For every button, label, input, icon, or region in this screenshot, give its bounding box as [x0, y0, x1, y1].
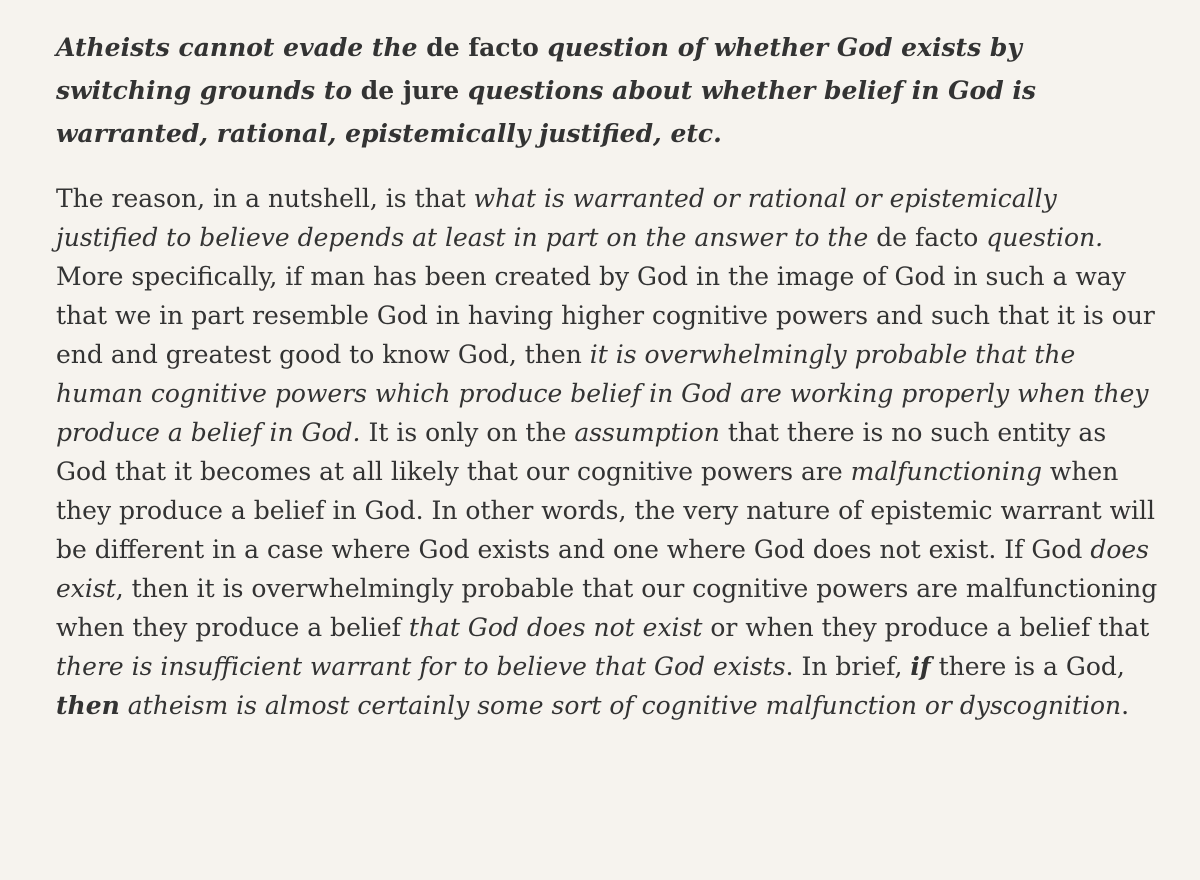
body-italic-22: atheism is almost certainly some sort of cognitive malfunction or dyscognition: [127, 691, 1122, 720]
body-text-07: It is only on the: [360, 418, 575, 447]
body-italic-assumption: assumption: [574, 418, 720, 447]
body-text-13: , then it is overwhelmingly probable that our cognitive powers are malfunctioning when they produce a belief: [56, 574, 1158, 642]
article: [56, 26, 1160, 725]
lead-text-3: questions about whether belief in God is warranted, rational, epistemically justified, etc.: [56, 76, 1036, 148]
body-italic-16: there is insufficient warrant for to believe that God exists: [56, 652, 786, 681]
body-paragraph: [56, 179, 1160, 725]
body-italic-14: that God does not exist: [408, 613, 703, 642]
lead-text-2: question of whether God exists by switching grounds to: [56, 33, 1022, 105]
body-bold-then: then: [56, 691, 120, 720]
body-italic-04: question.: [978, 223, 1104, 252]
body-text-11: when they produce a belief in God. In other words, the very nature of epistemic warrant will be different in a case where God exists and one where God does not exist. If God: [56, 457, 1156, 564]
lead-term-de-jure: de jure: [360, 76, 460, 105]
body-italic-malfunctioning: malfunctioning: [850, 457, 1042, 486]
body-italic-06: it is overwhelmingly probable that the human cognitive powers which produce belief in God are working properly when they produce a belief in God.: [56, 340, 1149, 447]
body-bold-if: if: [910, 652, 931, 681]
body-text-09: that there is no such entity as God that it becomes at all likely that our cognitive powers are: [56, 418, 1107, 486]
lead-paragraph: [56, 26, 1160, 155]
body-italic-does-exist: does exist: [56, 535, 1149, 603]
body-text-15: or when they produce a belief that: [702, 613, 1150, 642]
lead-text-1: Atheists cannot evade the: [56, 33, 427, 62]
body-term-de-facto: de facto: [876, 223, 979, 252]
body-text-23: .: [1121, 691, 1130, 720]
body-text-17: . In brief,: [785, 652, 911, 681]
body-italic-02: what is warranted or rational or epistemically justified to believe depends at least in part on the answer to the: [56, 184, 1057, 252]
body-text-05: More specifically, if man has been created by God in the image of God in such a way that we in part resemble God in having higher cognitive powers and such that it is our end and greatest good to know God, then: [56, 262, 1155, 369]
lead-term-de-facto: de facto: [426, 33, 539, 62]
body-text-19: there is a God,: [930, 652, 1125, 681]
body-text-01: The reason, in a nutshell, is that: [56, 184, 474, 213]
body-text-21: [120, 691, 128, 720]
